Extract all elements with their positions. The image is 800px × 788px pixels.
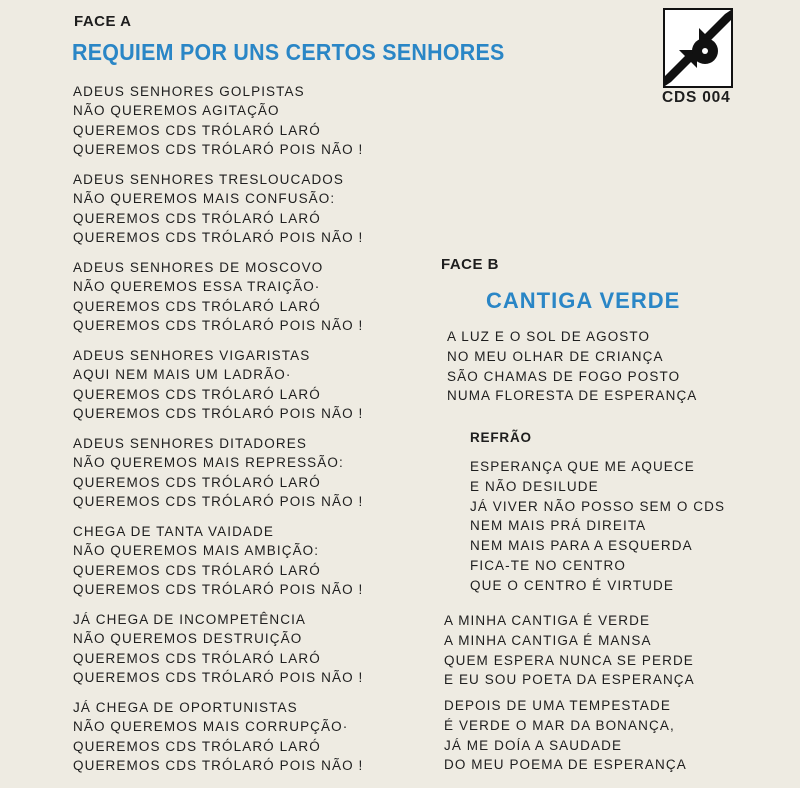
face-a-label: FACE A [74, 13, 132, 30]
lyric-line: QUEREMOS CDS TRÓLARÓ LARÓ [73, 210, 321, 226]
lyric-line: AQUI NEM MAIS UM LADRÃO· [73, 367, 292, 383]
face-a-stanza-6 [73, 522, 363, 600]
face-b-label: FACE B [441, 256, 500, 273]
lyric-line: QUEREMOS CDS TRÓLARÓ POIS NÃO ! [73, 318, 364, 334]
lyric-line: QUEREMOS CDS TRÓLARÓ LARÓ [73, 386, 321, 402]
lyric-line: NO MEU OLHAR DE CRIANÇA [447, 348, 664, 364]
lyric-line: NEM MAIS PARA A ESQUERDA [470, 538, 693, 554]
lyric-line: QUEM ESPERA NUNCA SE PERDE [444, 652, 694, 668]
lyric-line: QUEREMOS CDS TRÓLARÓ LARÓ [73, 122, 321, 138]
lyric-line: JÁ VIVER NÃO POSSO SEM O CDS [470, 498, 726, 514]
lyric-line: QUEREMOS CDS TRÓLARÓ LARÓ [73, 738, 321, 754]
catalog-number: CDS 004 [662, 89, 731, 106]
lyric-line: QUEREMOS CDS TRÓLARÓ POIS NÃO ! [73, 758, 364, 774]
face-a-stanza-5 [73, 434, 363, 512]
lyric-line: A MINHA CANTIGA É VERDE [444, 613, 651, 628]
lyric-line: CHEGA DE TANTA VAIDADE [73, 524, 274, 539]
lyric-line: JÁ CHEGA DE INCOMPETÊNCIA [73, 612, 307, 627]
lyric-line: A MINHA CANTIGA É MANSA [444, 632, 652, 648]
lyric-line: E EU SOU POETA DA ESPERANÇA [444, 672, 695, 688]
lyric-line: NÃO QUEREMOS MAIS REPRESSÃO: [73, 455, 344, 471]
lyric-line: JÁ CHEGA DE OPORTUNISTAS [73, 700, 298, 715]
lyric-line: NÃO QUEREMOS MAIS CONFUSÃO: [73, 191, 336, 207]
face-a-stanza-7 [73, 610, 363, 688]
lyric-line: NUMA FLORESTA DE ESPERANÇA [447, 388, 698, 404]
face-a-stanza-4 [73, 346, 363, 424]
face-b-title: CANTIGA VERDE [486, 288, 681, 313]
lyric-line: NEM MAIS PRÁ DIREITA [470, 518, 647, 534]
face-b-stanza-2 [444, 611, 695, 690]
lyric-line: QUEREMOS CDS TRÓLARÓ LARÓ [73, 650, 321, 666]
lyric-line: ADEUS SENHORES TRESLOUCADOS [73, 172, 345, 187]
lyric-line: QUEREMOS CDS TRÓLARÓ POIS NÃO ! [73, 406, 364, 422]
lyric-line: ADEUS SENHORES VIGARISTAS [73, 348, 311, 363]
lyric-line: QUEREMOS CDS TRÓLARÓ POIS NÃO ! [73, 582, 364, 598]
face-a-stanza-1 [73, 82, 363, 160]
lyric-line: QUEREMOS CDS TRÓLARÓ LARÓ [73, 474, 321, 490]
cds-label-logo-icon [663, 8, 733, 88]
face-a-stanza-2 [73, 170, 363, 248]
lyric-line: NÃO QUEREMOS MAIS AMBIÇÃO: [73, 543, 320, 559]
face-a-stanza-3 [73, 258, 363, 336]
refrao-label: REFRÃO [470, 430, 532, 445]
face-b-stanza-1 [447, 327, 697, 406]
face-a-stanza-8 [73, 698, 363, 776]
lyric-line: É VERDE O MAR DA BONANÇA, [444, 717, 675, 733]
lyric-line: E NÃO DESILUDE [470, 478, 599, 494]
lyric-line: SÃO CHAMAS DE FOGO POSTO [447, 368, 681, 384]
lyric-line: ADEUS SENHORES DITADORES [73, 436, 307, 451]
lyric-line: DEPOIS DE UMA TEMPESTADE [444, 698, 671, 713]
lyric-line: QUEREMOS CDS TRÓLARÓ POIS NÃO ! [73, 230, 364, 246]
lyric-line: QUEREMOS CDS TRÓLARÓ LARÓ [73, 298, 321, 314]
lyric-line: NÃO QUEREMOS MAIS CORRUPÇÃO· [73, 719, 349, 735]
face-a-title: REQUIEM POR UNS CERTOS SENHORES [72, 39, 505, 65]
lyric-line: QUE O CENTRO É VIRTUDE [470, 577, 674, 593]
face-b-stanza-3 [444, 696, 687, 775]
lyric-line: QUEREMOS CDS TRÓLARÓ POIS NÃO ! [73, 670, 364, 686]
lyric-line: ESPERANÇA QUE ME AQUECE [470, 459, 695, 474]
lyric-line: ADEUS SENHORES DE MOSCOVO [73, 260, 324, 275]
lyric-line: NÃO QUEREMOS ESSA TRAIÇÃO· [73, 279, 321, 295]
logo-arrows-icon [665, 10, 731, 86]
lyric-line: JÁ ME DOÍA A SAUDADE [444, 737, 623, 753]
lyric-line: QUEREMOS CDS TRÓLARÓ LARÓ [73, 562, 321, 578]
lyric-line: ADEUS SENHORES GOLPISTAS [73, 84, 305, 99]
lyric-line: A LUZ E O SOL DE AGOSTO [447, 329, 651, 344]
lyric-line: NÃO QUEREMOS AGITAÇÃO [73, 103, 280, 119]
lyric-line: QUEREMOS CDS TRÓLARÓ POIS NÃO ! [73, 494, 364, 510]
lyric-line: DO MEU POEMA DE ESPERANÇA [444, 757, 687, 773]
lyric-line: FICA-TE NO CENTRO [470, 557, 626, 573]
lyric-line: NÃO QUEREMOS DESTRUIÇÃO [73, 631, 303, 647]
face-b-refrao [470, 457, 725, 596]
lyric-line: QUEREMOS CDS TRÓLARÓ POIS NÃO ! [73, 142, 364, 158]
